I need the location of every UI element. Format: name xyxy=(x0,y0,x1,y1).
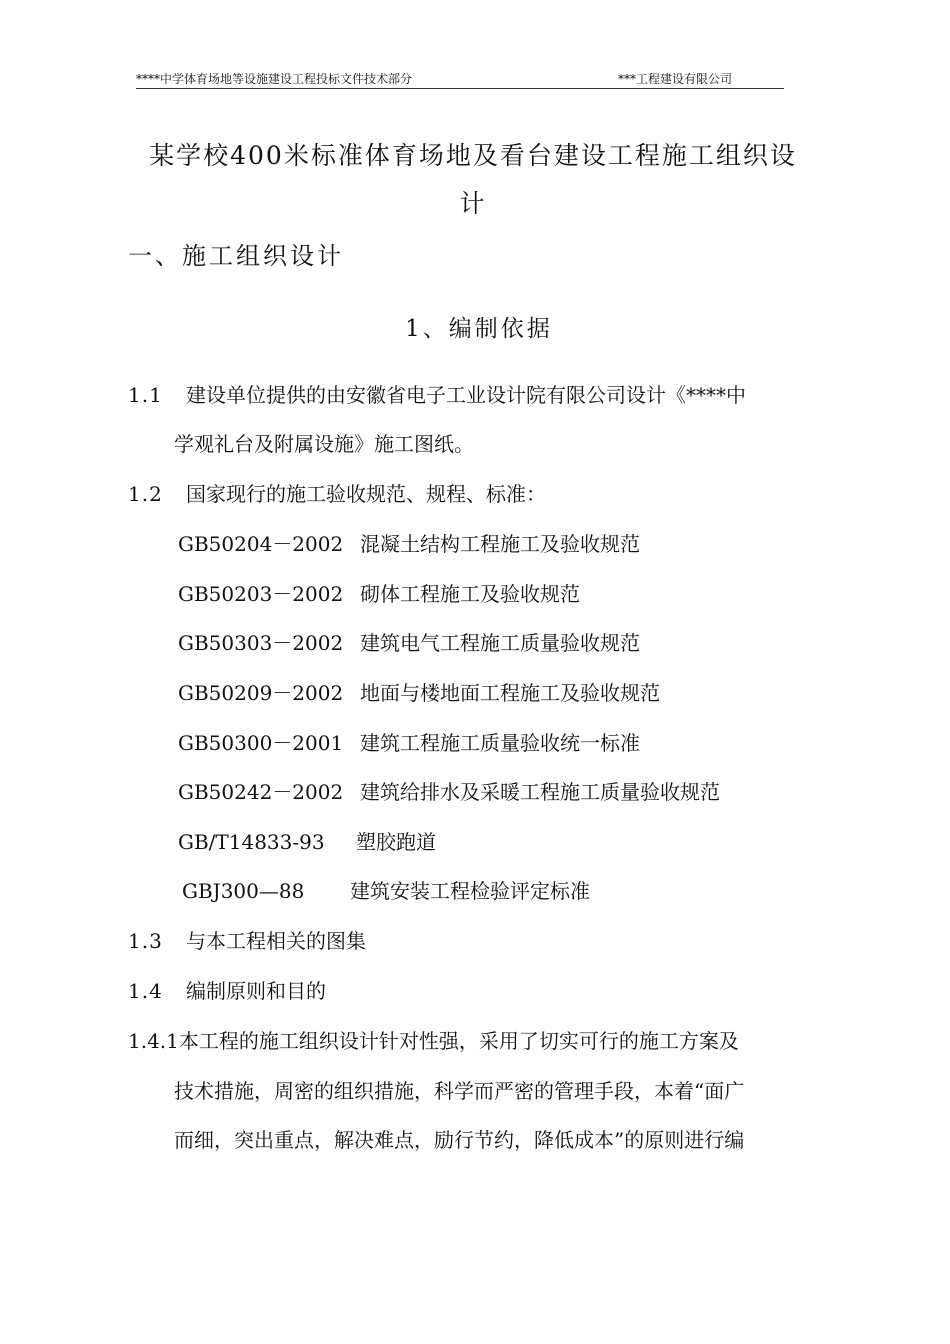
standard-code: GB/T14833-93 xyxy=(178,830,325,854)
item-1-4-1-continuation: 技术措施，周密的组织措施，科学而严密的管理手段，本着“面广 xyxy=(174,1079,745,1103)
item-1-1-continuation: 学观礼台及附属设施》施工图纸。 xyxy=(174,432,474,456)
standard-row xyxy=(178,679,660,707)
item-1-3 xyxy=(128,927,366,955)
standard-row xyxy=(178,580,580,608)
standard-name: 砌体工程施工及验收规范 xyxy=(360,582,580,606)
standard-row xyxy=(178,778,720,806)
standard-code: GB50242－2002 xyxy=(178,780,344,804)
subsection-heading: 1、编制依据 xyxy=(405,316,553,342)
standard-name: 建筑安装工程检验评定标准 xyxy=(350,879,590,903)
item-text: 本工程的施工组织设计针对性强，采用了切实可行的施工方案及 xyxy=(178,1029,739,1053)
item-number: 1.4 xyxy=(128,979,163,1003)
standard-code: GB50300－2001 xyxy=(178,731,344,755)
item-text: 建设单位提供的由安徽省电子工业设计院有限公司设计《****中 xyxy=(186,383,746,407)
section-heading: 一、施工组织设计 xyxy=(128,242,344,270)
item-number: 1.3 xyxy=(128,929,163,953)
item-1-4-1-continuation: 而细，突出重点，解决难点，励行节约，降低成本”的原则进行编 xyxy=(174,1128,745,1152)
item-1-1 xyxy=(128,381,746,409)
page-header xyxy=(136,70,784,89)
standard-row xyxy=(178,629,640,657)
item-number: 1.2 xyxy=(128,482,163,506)
item-text: 编制原则和目的 xyxy=(186,979,326,1003)
standard-row xyxy=(182,877,590,905)
standard-code: GBJ300—88 xyxy=(182,879,305,903)
standard-row xyxy=(178,729,640,757)
standard-code: GB50204－2002 xyxy=(178,532,344,556)
item-number: 1.4.1 xyxy=(128,1029,179,1053)
document-title-line-1: 某学校400米标准体育场地及看台建设工程施工组织设 xyxy=(149,141,797,170)
standard-name: 建筑给排水及采暖工程施工质量验收规范 xyxy=(360,780,720,804)
item-number: 1.1 xyxy=(128,383,163,407)
item-1-4-1 xyxy=(128,1027,739,1055)
standard-row xyxy=(178,530,640,558)
item-text: 与本工程相关的图集 xyxy=(186,929,366,953)
standard-name: 塑胶跑道 xyxy=(356,830,436,854)
item-text: 国家现行的施工验收规范、规程、标准： xyxy=(186,482,546,506)
item-1-2 xyxy=(128,480,546,508)
standard-row xyxy=(178,828,436,856)
standard-name: 地面与楼地面工程施工及验收规范 xyxy=(360,681,660,705)
standard-name: 混凝土结构工程施工及验收规范 xyxy=(360,532,640,556)
standard-name: 建筑工程施工质量验收统一标准 xyxy=(360,731,640,755)
header-left-text: ****中学体育场地等设施建设工程投标文件技术部分 xyxy=(136,72,413,86)
header-right-text: ***工程建设有限公司 xyxy=(618,72,733,86)
standard-name: 建筑电气工程施工质量验收规范 xyxy=(360,631,640,655)
standard-code: GB50203－2002 xyxy=(178,582,344,606)
standard-code: GB50303－2002 xyxy=(178,631,344,655)
item-1-4 xyxy=(128,977,326,1005)
standard-code: GB50209－2002 xyxy=(178,681,344,705)
document-title-line-2: 计 xyxy=(459,189,487,218)
